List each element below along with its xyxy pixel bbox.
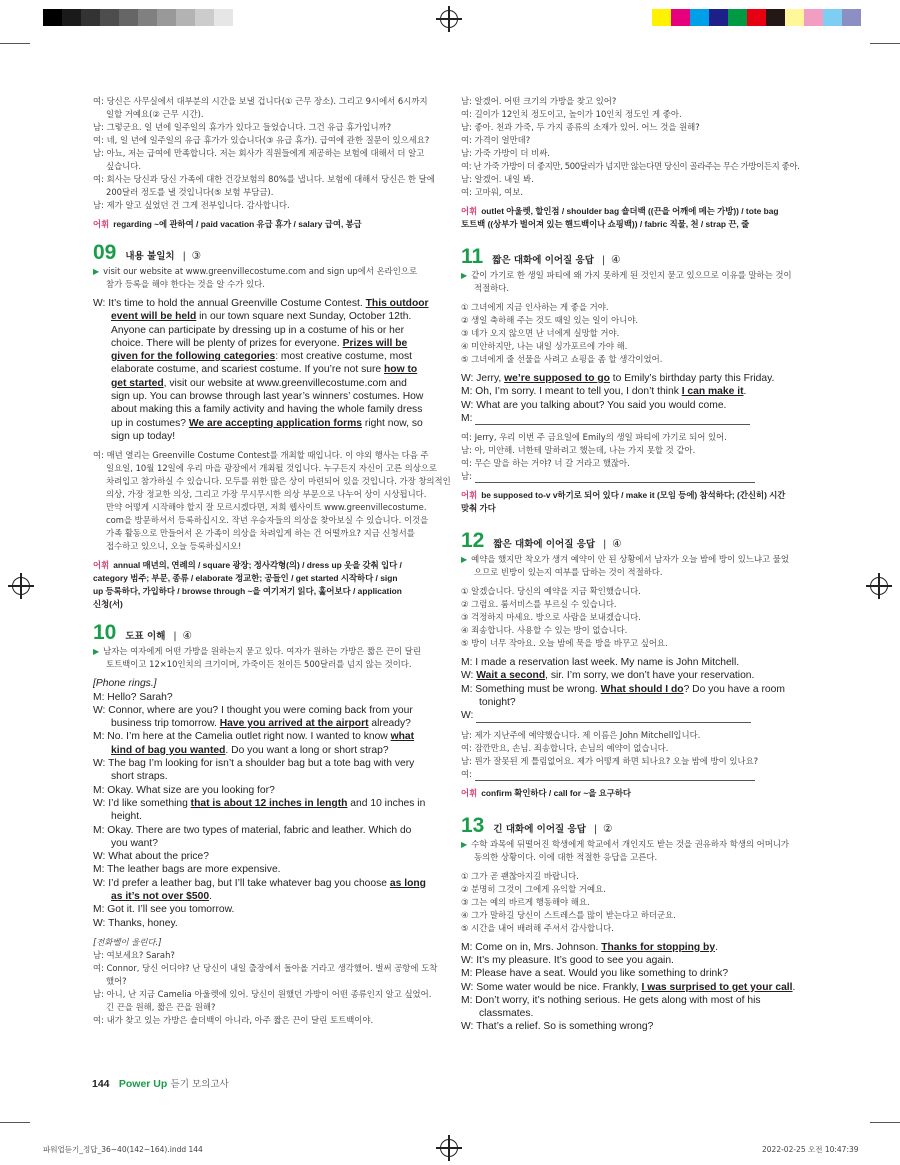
key-phrase: Prizes will be — [342, 337, 408, 349]
calibration-swatch — [766, 9, 785, 26]
grayscale-calibration-bar — [43, 9, 252, 26]
color-calibration-bar — [652, 9, 861, 26]
q09-hint: ▶ visit our website at www.greenvillecostume.com and sign up에서 온라인으로 참가 등록을 해야 한다는 것을 알 수가 있다. — [93, 266, 418, 289]
vocab-q12: 어휘 confirm 확인하다 / call for ~을 요구하다 — [461, 787, 632, 798]
calibration-swatch — [233, 9, 252, 26]
right-column — [461, 95, 800, 1034]
q13-script: M: Come on in, Mrs. Johnson. Thanks for stopping by. W: It’s my pleasure. It’s good to see you again. M: Please have a seat. Would you like something to drink? W: Some water would be nice. Frankly, I was surprised to get your call. M: Don’t worry, it’s nothing serious. He gets along with most of his classmates. W: That’s a relief. So is something wrong? — [461, 941, 796, 1033]
crop-mark — [0, 43, 30, 44]
print-slug-timestamp: 2022-02-25 오전 10:47:39 — [762, 1145, 859, 1154]
triangle-bullet-icon: ▶ — [93, 647, 100, 657]
answer-blank — [475, 472, 755, 483]
q12-options: ① 알겠습니다. 당신의 예약을 지금 확인했습니다. ② 그럼요. 룸서비스를 부르실 수 있습니다. ③ 걱정하지 마세요. 방으로 사람을 보내겠습니다. ④ 죄송합니다. 사용할 수 있는 방이 없습니다. ⑤ 방이 너무 작아요. 오늘 밤에 묵을 방을 바꾸고 싶어요. — [461, 586, 668, 649]
calibration-swatch — [81, 9, 100, 26]
q10-script: [Phone rings.] M: Hello? Sarah? W: Connor, where are you? I thought you were coming back from your business trip tomorrow. Have you arrived at the airport already? M: No. I’m here at the Camelia outlet right now. I wanted to know what kind of bag you wanted. Do you want a long or short strap? W: The bag I’m looking for isn’t a shoulder bag but a tote bag with very short straps. M: Okay. What size are you looking for? W: I’d like something that is about 12 inches in length and 10 inches in height. M: Okay. There are two types of material, fabric and leather. Which do you want? W: What about the price? M: The leather bags are more expensive. W: I’d prefer a leather bag, but I’ll take whatever bag you choose as long as it’s not over $500. M: Got it. I’ll see you tomorrow. W: Thanks, honey. — [93, 678, 426, 929]
key-phrase: This outdoor — [365, 298, 429, 309]
calibration-swatch — [671, 9, 690, 26]
q13-options: ① 그가 곧 괜찮아지길 바랍니다. ② 분명히 그것이 그에게 유익할 거예요. ③ 그는 예의 바르게 행동해야 해요. ④ 그가 말하길 당신이 스트레스를 많이 받는다고 하더군요. ⑤ 시간을 내어 배려해 주셔서 감사합니다. — [461, 870, 676, 933]
book-brand: Power Up — [118, 1078, 168, 1090]
calibration-swatch — [214, 9, 233, 26]
key-phrase: Have you arrived at the airport — [219, 718, 369, 730]
key-phrase: we’re supposed to go — [504, 373, 610, 384]
q11-options: ① 그녀에게 지금 인사하는 게 좋을 거야. ② 생일 축하해 주는 것도 때일 있는 일이 아니야. ③ 네가 오지 않으면 난 너에게 실망할 거야. ④ 미안하지만, 나는 내일 싱가포르에 가야 해. ⑤ 그녀에게 줄 선물을 사려고 쇼핑을 좀 할 생각이었어. — [461, 302, 663, 364]
key-phrase: get started — [111, 377, 164, 389]
question-09-header: 09 내용 불일치 | ③ — [93, 241, 202, 264]
registration-mark-icon — [12, 577, 30, 595]
calibration-swatch — [157, 9, 176, 26]
calibration-swatch — [119, 9, 138, 26]
key-phrase: I was surprised to get your call — [641, 981, 793, 993]
vocab-q11: 어휘 be supposed to-v v하기로 되어 있다 / make it (모임 등에) 참석하다; (간신히) 시간 맞춰 가다 — [461, 490, 786, 514]
question-13-header: 13 긴 대화에 이어질 응답 | ② — [461, 813, 613, 837]
triangle-bullet-icon: ▶ — [461, 271, 468, 280]
triangle-bullet-icon: ▶ — [93, 267, 100, 276]
key-phrase: what — [390, 731, 415, 743]
registration-mark-icon — [870, 577, 888, 595]
calibration-swatch — [747, 9, 766, 26]
q09-translation: 여: 매년 열리는 Greenville Costume Contest를 개최할 때입니다. 이 야외 행사는 다음 주 일요일, 10월 12일에 우리 마을 광장에서 개최될 것입니다. 누구든지 자신이 고른 의상으로 차려입고 참가하실 수 있습니다. 모두를 위한 많은 상이 마련되어 있을 것입니다. 가장 창의적인 의상, 가장 정교한 의상, 그리고 가장 무시무시한 의상 부문으로 나누어 상이 시상됩니다. 만약 어떻게 시작해야 할지 잘 모르시겠다면, 저희 웹사이트 www.greenvillecostume. com을 방문하셔서 등록하십시오. 작년 우승자들의 의상을 찾아보실 수 있습니다. 이것을 가족 활동으로 만들어서 온 가족이 의상을 차려입게 하는 건 어떨까요? 지금 신청서를 접수하고 있으니, 오늘 등록하십시오! — [93, 450, 451, 552]
question-10-header: 10 도표 이해 | ④ — [93, 621, 192, 645]
q12-hint: ▶ 예약을 했지만 착오가 생겨 예약이 안 된 상황에서 남자가 오늘 밤에 방이 있느냐고 물었 으므로 빈방이 있는지 여부를 답하는 것이 적절하다. — [461, 554, 789, 578]
key-phrase: Thanks for stopping by — [601, 941, 716, 953]
registration-mark-icon — [440, 1139, 458, 1157]
answer-blank — [476, 712, 751, 723]
question-12-header: 12 짧은 대화에 이어질 응답 | ④ — [461, 529, 622, 553]
answer-blank — [475, 770, 755, 781]
q11-hint: ▶ 같이 가기로 한 생일 파티에 왜 가지 못하게 된 것인지 묻고 있으므로 이유를 말하는 것이 적절하다. — [461, 270, 792, 293]
crop-mark — [0, 1122, 30, 1123]
key-phrase: I can make it — [681, 386, 744, 398]
q13-hint: ▶ 수학 과목에 뒤떨어진 학생에게 학교에서 개인지도 받는 것을 권유하자 학생의 어머니가 동의한 상황이다. 이에 대한 적절한 응답을 고른다. — [461, 838, 790, 862]
calibration-swatch — [138, 9, 157, 26]
calibration-swatch — [176, 9, 195, 26]
calibration-swatch — [62, 9, 81, 26]
q10-translation-continued: 남: 알겠어. 어떤 크기의 가방을 찾고 있어? 여: 길이가 12인치 정도이고, 높이가 10인치 정도인 게 좋아. 남: 좋아. 천과 가죽, 두 가지 종류의 소재가 있어. 어느 것을 원해? 여: 가격이 얼만데? 남: 가죽 가방이 더 비싸. 여: 난 가죽 가방이 더 좋지만, 500달러가 넘지만 않는다면 당신이 골라주는 무슨 가방이든지 좋아. 남: 알겠어. 내일 봐. 여: 고마워, 여보. — [461, 96, 800, 197]
calibration-swatch — [728, 9, 747, 26]
q11-translation: 여: Jerry, 우리 이번 주 금요일에 Emily의 생일 파티에 가기로 되어 있어. 남: 아, 미안해. 너한테 말하려고 했는데, 나는 가지 못할 것 같아. 여: 무슨 말을 하는 거야? 너 갈 거라고 했잖아. 남: — [461, 431, 796, 483]
calibration-swatch — [842, 9, 861, 26]
key-phrase: event will be held — [111, 311, 197, 323]
q12-script: M: I made a reservation last week. My name is John Mitchell. W: Wait a second, sir. I’m sorry, we don’t have your reservation. M: Something must be wrong. What should I do? Do you have a room tonight? W: — [461, 657, 785, 722]
key-phrase: We are accepting application forms — [188, 417, 363, 429]
triangle-bullet-icon: ▶ — [461, 555, 468, 565]
crop-mark — [870, 43, 900, 44]
answer-blank — [475, 414, 750, 425]
calibration-swatch — [100, 9, 119, 26]
vocab-q09: 어휘 annual 매년의, 연례의 / square 광장; 정사각형(의) / dress up 옷을 갖춰 입다 / category 범주; 부문, 종류 / elaborate 정교한; 공들인 / get started 시작하다 / sign up 등록하다, 가입하다 / browse through ~을 여기저기 읽다, 훑어보다 / application 신청(서) — [93, 560, 402, 610]
page-footer — [92, 1076, 229, 1090]
key-phrase: that is about 12 inches in length — [190, 797, 348, 809]
vocab-q08: 어휘 regarding ~에 관하여 / paid vacation 유급 휴가 / salary 급여, 봉급 — [93, 219, 362, 229]
q09-script: W: It’s time to hold the annual Greenville Costume Contest. This outdoor event will be held in our town square next Sunday, October 12th. Anyone can participate by dressing up in a costume of his or her choice. There will be plenty of prizes for everyone. Prizes will be given for the following categories: most creative costume, most elaborate costume, and scariest costume. If you’re not sure how to get started, visit our website at www.greenvillecostume.com and sign up. You can browse through last year’s winners’ costumes. How about making this a family activity and having the whole family dress up in costumes? We are accepting application forms right now, so sign up today! — [93, 298, 429, 442]
q11-script: W: Jerry, we’re supposed to go to Emily’s birthday party this Friday. M: Oh, I’m sorry. I meant to tell you, I don’t think I can make it. W: What are you talking about? You said you would come. M: — [461, 373, 775, 424]
vocab-q10: 어휘 outlet 아울렛, 할인점 / shoulder bag 숄더백 ((끈을 어깨에 메는 가방)) / tote bag 토트백 ((상부가 벌어져 있는 핸드백이나 쇼핑백)) / fabric 직물, 천 / strap 끈, 줄 — [461, 206, 779, 229]
key-phrase: given for the following categories — [111, 351, 276, 363]
key-phrase: Wait a second — [476, 670, 546, 682]
crop-mark — [870, 1122, 900, 1123]
q10-translation: [전화벨이 울린다.] 남: 여보세요? Sarah? 여: Connor, 당신 어디야? 난 당신이 내일 출장에서 돌아올 거라고 생각했어. 벌써 공항에 도착 했어? 남: 아니, 난 지금 Camelia 아울렛에 있어. 당신이 원했던 가방이 어떤 종류인지 알고 싶었어. 긴 끈을 원해, 짧은 끈을 원해? 여: 내가 찾고 있는 가방은 숄더백이 아니라, 아주 짧은 끈이 달린 토트백이야. — [93, 936, 438, 1025]
q10-hint: ▶ 남자는 여자에게 어떤 가방을 원하는지 묻고 있다. 여자가 원하는 가방은 짧은 끈이 달린 토트백이고 12×10인치의 크기이며, 가죽이든 천이든 500달러를 넘지 않는 것이다. — [93, 646, 421, 670]
key-phrase: as long — [389, 877, 426, 889]
print-slug-filename: 파워업듣기_정답_36~40(142~164).indd 144 — [43, 1145, 203, 1154]
key-phrase: What should I do — [600, 683, 684, 695]
calibration-swatch — [195, 9, 214, 26]
left-column — [93, 95, 451, 1027]
calibration-swatch — [785, 9, 804, 26]
calibration-swatch — [804, 9, 823, 26]
calibration-swatch — [652, 9, 671, 26]
calibration-swatch — [823, 9, 842, 26]
q12-translation: 남: 제가 지난주에 예약했습니다. 제 이름은 John Mitchell입니다. 여: 잠깐만요, 손님. 죄송합니다, 손님의 예약이 없습니다. 남: 뭔가 잘못된 게 틀림없어요. 제가 어떻게 하면 되나요? 오늘 밤에 방이 있나요? 여: — [461, 729, 759, 779]
triangle-bullet-icon: ▶ — [461, 839, 468, 849]
key-phrase: how to — [384, 364, 418, 376]
key-phrase: kind of bag you wanted — [111, 744, 226, 756]
question-11-header: 11 짧은 대화에 이어질 응답 | ④ — [461, 245, 621, 268]
q08-translation-continued: 여: 당신은 사무실에서 대부분의 시간을 보낼 겁니다(① 근무 장소). 그리고 9시에서 6시까지 일할 거예요(② 근무 시간). 남: 그렇군요. 일 년에 일주일의 휴가가 있다고 들었습니다. 그건 유급 휴가입니까? 여: 네, 일 년에 일주일의 유급 휴가가 있습니다(③ 유급 휴가). 급여에 관한 질문이 있으세요? 남: 아뇨, 저는 급여에 만족합니다. 저는 회사가 직원들에게 제공하는 보험에 대해서 더 알고 싶습니다. 여: 회사는 당신과 당신 가족에 대한 건강보험의 80%를 냅니다. 보험에 대해서 당신은 한 달에 200달러 정도를 낼 것입니다(⑤ 보험 부담금). 남: 제가 알고 싶었던 건 그게 전부입니다. 감사합니다. — [93, 96, 435, 210]
calibration-swatch — [709, 9, 728, 26]
page-number: 144 — [92, 1078, 110, 1090]
registration-mark-icon — [440, 10, 458, 28]
calibration-swatch — [690, 9, 709, 26]
book-subtitle: 듣기 모의고사 — [170, 1079, 229, 1090]
key-phrase: as it’s not over $500 — [111, 891, 210, 903]
calibration-swatch — [43, 9, 62, 26]
